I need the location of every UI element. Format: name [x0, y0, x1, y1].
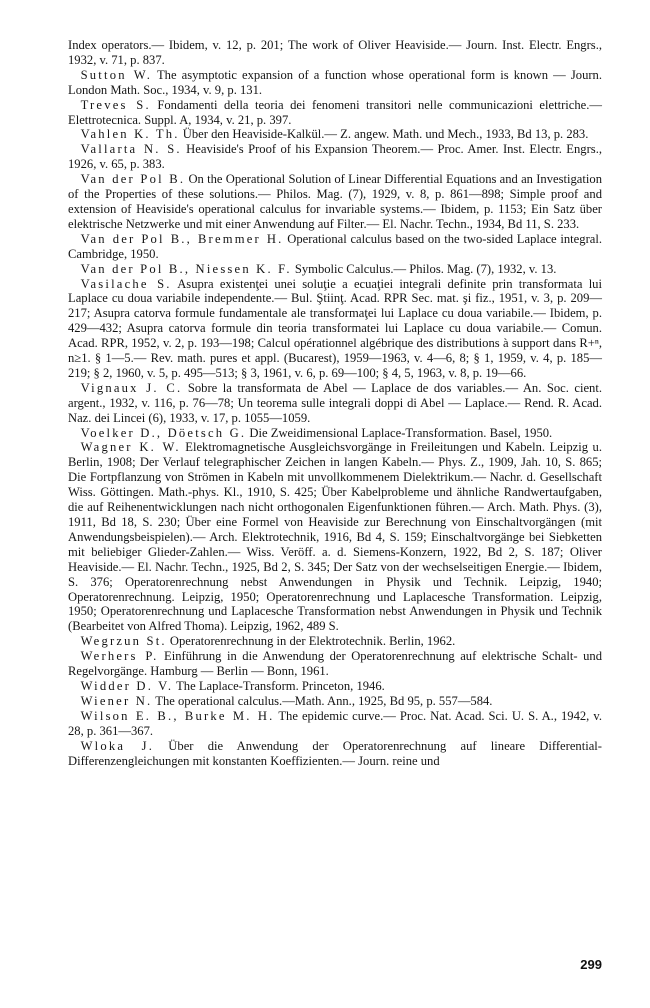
bibliography-entry [68, 440, 602, 634]
entry-author: Wilson E. B., Burke M. H. [80, 708, 275, 723]
entry-author: Wegrzun St. [80, 634, 167, 649]
entry-text: Fondamenti della teoria dei fenomeni transitori nelle communicazioni elettriche.— Elettrotecnica. Suppl. A, 1934, v. 21, p. 397. [68, 97, 602, 127]
entry-text: Index operators.— Ibidem, v. 12, p. 201; The work of Oliver Heaviside.— Journ. Inst. Electr. Engrs., 1932, v. 71, p. 837. [68, 38, 602, 67]
entry-author: Voelker D., Döetsch G. [80, 425, 247, 440]
entry-text: Asupra existenţei unei soluţie a ecuaţiei integrali definite prin transformata lui Laplace cu doua variabile independente.— Bul. Ştiinţ. Acad. RPR Sec. mat. şi fiz., 1951, v. 3, p. 209—217; Asupra catorva formule fundamentale ale transformaţei lui Laplace cu doua variabile.— Ibidem, p. 429—432; Asupra catorva formule din teoria transformatei lui Laplace cu doua variabile.— Comun. Acad. RPR, 1952, v. 2, p. 193—198; Calcul opérationnel algébrique des distributions à support dans R+ⁿ, n≥1. § 1—5.— Rev. math. pures et appl. (Bucarest), 1959—1963, v. 4—6, 8; § 1, 1959, v. 4, p. 185—219; § 2, 1960, v. 5, p. 495—513; § 3, 1961, v. 6, p. 69—100; § 4, 5, 1963, v. 8, p. 19—66. [68, 276, 602, 380]
entry-author: Wloka J. [80, 738, 155, 753]
bibliography-entry [68, 679, 602, 694]
entry-text: Elektromagnetische Ausgleichsvorgänge in Freileitungen und Kabeln. Leipzig u. Berlin, 1908; Der Verlauf telegraphischer Zeichen in langen Kabeln.— Phys. Z., 1909, Jah. 10, S. 865; Die Fortpflanzung von Strömen in Kabeln mit unvollkommenem Dielektrikum.— Nachr. d. Gesellschaft Wiss. Göttingen. Math.-phys. Kl., 1910, S. 425; Über Kabelprobleme und ähnliche Randwertaufgaben, die auf Reihenentwicklungen nach nicht orthogonalen Eigenfunktionen führen.— Arch. Math. Phys. (3), 1911, Bd 18, S. 230; Über eine Formel von Heaviside zur Berechnung von Einschaltvorgängen (mit Anwendungsbeispielen).— Arch. Elektrotechnik, 1916, Bd 4, S. 159; Einschaltvorgänge bei Siebketten mit beliebiger Glieder-Zahlen.— Wiss. Veröff. a. d. Siemens-Konzern, 1922, Bd 2, S. 187; Oliver Heaviside.— El. Nachr. Techn., 1925, Bd 2, S. 345; Der Satz von der wechselseitigen Energie.— Ibidem, S. 376; Operatorenrechnung nebst Anwendungen in Physik und Technik. Leipzig, 1940; Operatorenrechnung. Leipzig, 1950; Operatorenrechnung und Laplacesche Transformation. Leipzig, 1950; Operatorenrechnung und Laplacesche Transformation nebst Anwendungen in Physik und Technik (Bearbeitet von Alfred Thoma). Leipzig, 1962, 489 S. [68, 440, 602, 634]
entry-text: Sobre la transformata de Abel — Laplace de dos variables.— An. Soc. cient. argent., 1932, v. 116, p. 76—78; Un teorema sulle integrali doppi di Abel — Laplace.— Rend. R. Acad. Naz. dei Lincei (6), 1933, v. 17, p. 1055—1059. [68, 380, 603, 425]
bibliography-entry [68, 709, 602, 739]
entry-text: Die Zweidimensional Laplace-Transformation. Basel, 1950. [246, 425, 553, 440]
bibliography-entry [68, 98, 602, 128]
bibliography-entry [68, 694, 602, 709]
entry-author: Vasilache S. [80, 276, 172, 291]
bibliography-entry [68, 38, 602, 68]
entry-text: The Laplace-Transform. Princeton, 1946. [173, 678, 385, 693]
entry-text: Operatorenrechnung in der Elektrotechnik. Berlin, 1962. [166, 634, 456, 649]
bibliography-list [68, 38, 602, 768]
bibliography-entry [68, 634, 602, 649]
entry-author: Van der Pol B., Niessen K. F. [80, 261, 292, 276]
entry-author: Sutton W. [80, 67, 153, 82]
bibliography-entry [68, 277, 602, 381]
entry-text: The operational calculus.—Math. Ann., 1925, Bd 95, p. 557—584. [152, 693, 493, 708]
entry-text: The asymptotic expansion of a function whose operational form is known — Journ. London Math. Soc., 1934, v. 9, p. 131. [68, 67, 603, 97]
page-number: 299 [580, 957, 602, 972]
bibliography-entry [68, 232, 602, 262]
entry-author: Vahlen K. Th. [80, 127, 180, 142]
entry-text: On the Operational Solution of Linear Differential Equations and an Investigation of the Properties of these solutions.— Philos. Mag. (7), 1929, v. 8, p. 861—898; Simple proof and extension of Heaviside's operational calculus for invariable systems.— Ibidem, p. 1153; Ein Satz über elektrische Netzwerke und mit einer Anwendung auf Filter.— El. Nachr. Techn., 1934, Bd 11, S. 233. [68, 172, 602, 231]
entry-author: Vignaux J. C. [80, 380, 183, 395]
bibliography-entry [68, 262, 602, 277]
bibliography-entry [68, 172, 602, 232]
entry-text: Über den Heavisidе-Kalkül.— Z. angew. Math. und Mech., 1933, Bd 13, p. 283. [179, 127, 589, 142]
bibliography-entry [68, 649, 602, 679]
bibliography-entry [68, 739, 602, 769]
entry-author: Widder D. V. [80, 678, 174, 693]
entry-text: Operational calculus based on the two-sided Laplace integral. Cambridge, 1950. [68, 231, 602, 261]
entry-author: Werhers P. [80, 649, 159, 664]
entry-author: Wagner K. W. [80, 440, 181, 455]
bibliography-entry [68, 381, 602, 426]
entry-author: Van der Pol B. [80, 172, 186, 187]
entry-author: Treves S. [80, 97, 151, 112]
entry-text: Symbolic Calculus.— Philos. Mag. (7), 1932, v. 13. [291, 261, 557, 276]
bibliography-entry [68, 68, 602, 98]
entry-author: Van der Pol B., Bremmer H. [80, 231, 284, 246]
entry-text: Einführung in die Anwendung der Operatorenrechnung auf elektrische Schalt- und Regelvorgänge. Hamburg — Berlin — Bonn, 1961. [68, 649, 602, 679]
entry-author: Vallarta N. S. [80, 142, 182, 157]
entry-text: Heaviside's Proof of his Expansion Theorem.— Proc. Amer. Inst. Electr. Engrs., 1926, v. 65, p. 383. [68, 142, 602, 172]
bibliography-entry [68, 426, 602, 441]
bibliography-entry [68, 142, 602, 172]
entry-text: Über die Anwendung der Operatorenrechnung auf lineare Differential-Differenzengleichungen mit konstanten Koeffizienten.— Journ. reine und [68, 738, 602, 768]
bibliography-entry [68, 127, 602, 142]
entry-text: The epidemic curve.— Proc. Nat. Acad. Sci. U. S. A., 1942, v. 28, p. 361—367. [68, 708, 602, 738]
entry-author: Wiener N. [80, 693, 153, 708]
